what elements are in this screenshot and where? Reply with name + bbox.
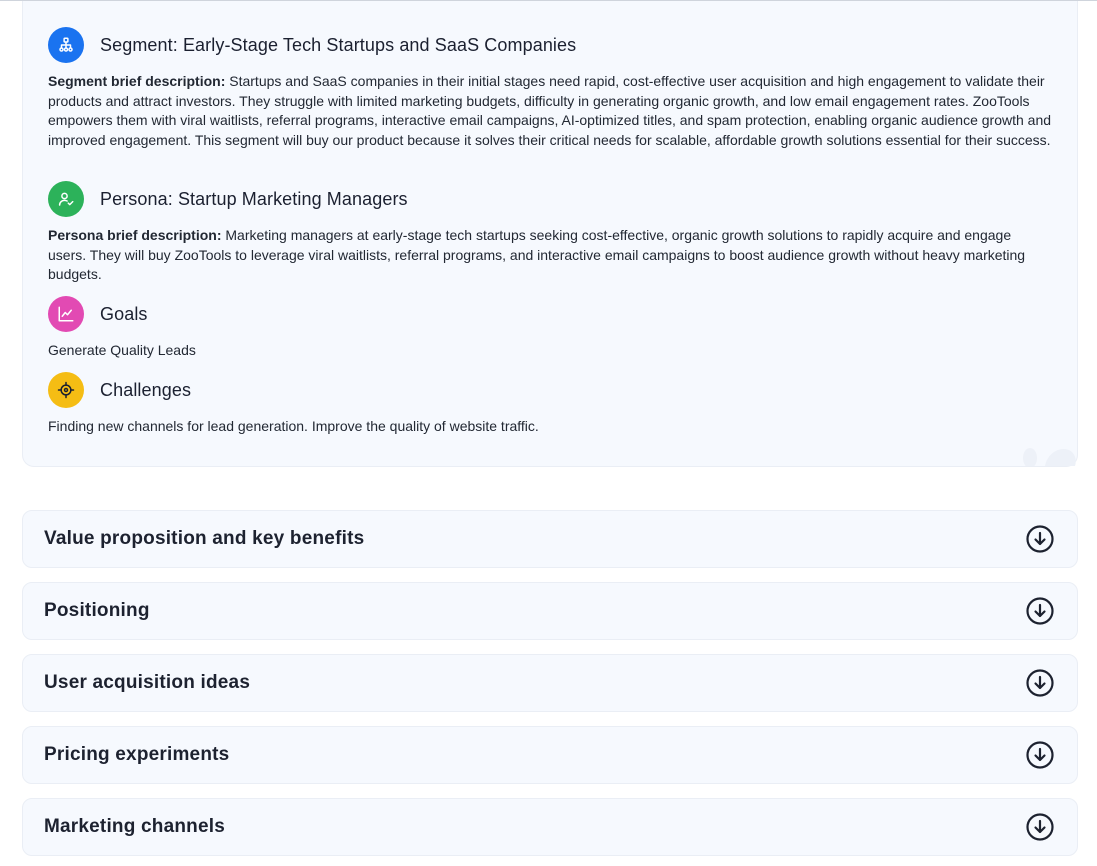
arrow-down-circle-icon[interactable] <box>1025 668 1055 698</box>
segment-title: Segment: Early-Stage Tech Startups and SaaS Companies <box>100 34 577 55</box>
challenges-text: Finding new channels for lead generation. Improve the quality of website traffic. <box>48 418 539 434</box>
persona-description-label: Persona brief description: <box>48 227 222 243</box>
challenges-title: Challenges <box>100 379 192 400</box>
arrow-down-circle-icon[interactable] <box>1025 812 1055 842</box>
segment-description <box>48 72 1053 151</box>
arrow-down-circle-icon[interactable] <box>1025 740 1055 770</box>
accordion-title: Pricing experiments <box>44 744 230 765</box>
arrow-down-circle-icon[interactable] <box>1025 524 1055 554</box>
goals-text: Generate Quality Leads <box>48 342 196 358</box>
persona-description-text: Marketing managers at early-stage tech startups seeking cost-effective, organic growth solutions to rapidly acquire and engage users. They will buy ZooTools to leverage viral waitlists, referral programs, and interactive email campaigns to boost audience growth without heavy marketing budgets. <box>48 227 1026 283</box>
goals-title: Goals <box>100 303 148 324</box>
accordion-title: Marketing channels <box>44 816 225 837</box>
target-icon <box>48 372 84 408</box>
accordion-title: Positioning <box>44 600 150 621</box>
persona-title: Persona: Startup Marketing Managers <box>100 188 408 209</box>
accordion-title: Value proposition and key benefits <box>44 528 365 549</box>
goals-heading-row <box>48 296 148 332</box>
segment-heading-row <box>48 27 576 63</box>
segment-description-text: Startups and SaaS companies in their initial stages need rapid, cost-effective user acquisition and high engagement to validate their products and attract investors. They struggle with limited marketing budgets, difficulty in generating organic growth, and low email engagement rates. ZooTools empowers them with viral waitlists, referral programs, interactive email campaigns, AI-optimized titles, and spam protection, enabling organic audience growth and improved engagement. This segment will buy our product because it solves their critical needs for scalable, affordable growth solutions essential for their success. <box>48 73 1052 149</box>
user-check-icon <box>48 181 84 217</box>
trend-chart-icon <box>48 296 84 332</box>
persona-heading-row <box>48 181 408 217</box>
accordion-positioning[interactable] <box>22 582 1078 640</box>
challenges-heading-row <box>48 372 191 408</box>
accordion-user-acquisition[interactable] <box>22 654 1078 712</box>
accordion-value-proposition[interactable] <box>22 510 1078 568</box>
decorative-shape <box>1017 436 1077 466</box>
accordion-pricing-experiments[interactable] <box>22 726 1078 784</box>
segment-description-label: Segment brief description: <box>48 73 226 89</box>
persona-description <box>48 226 1053 285</box>
arrow-down-circle-icon[interactable] <box>1025 596 1055 626</box>
accordion-title: User acquisition ideas <box>44 672 251 693</box>
org-chart-icon <box>48 27 84 63</box>
accordion-marketing-channels[interactable] <box>22 798 1078 856</box>
persona-card <box>22 1 1078 467</box>
